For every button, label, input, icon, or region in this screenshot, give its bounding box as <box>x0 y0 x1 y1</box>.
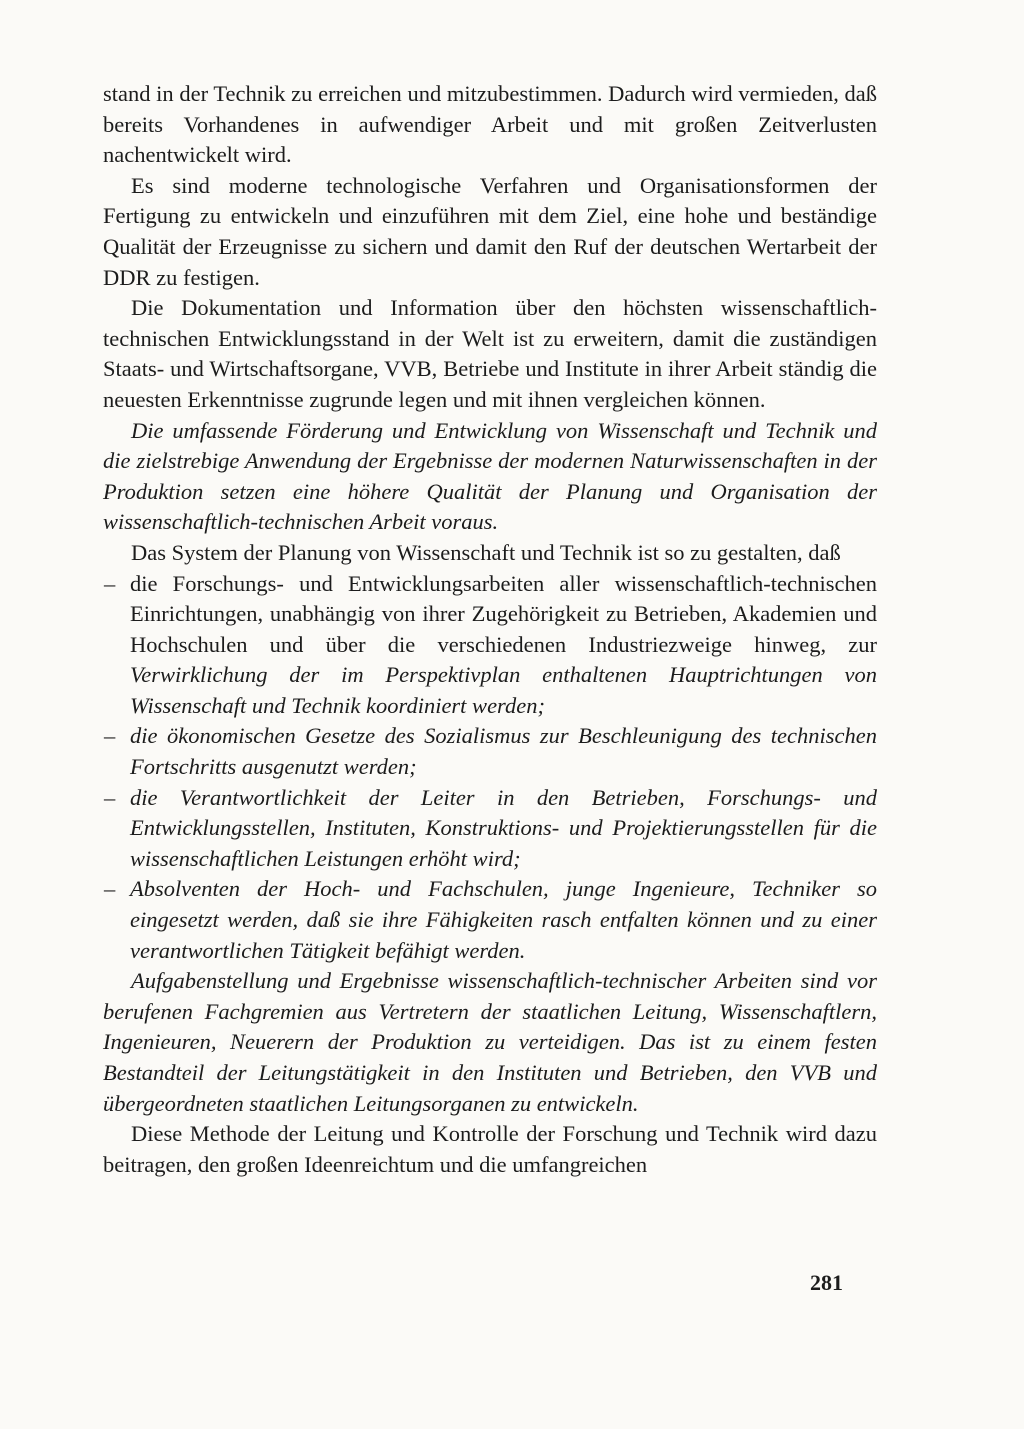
italic-paragraph: Aufgabenstellung und Ergebnisse wissenschaftlich-technischer Arbeiten sind vor berufenen Fachgremien aus Vertretern der staatlichen Leitung, Wissenschaftlern, Ingenieuren, Neuerern der Produktion zu verteidigen. Das ist zu einem festen Bestandteil der Leitungstätigkeit in den Instituten und Betrieben, den VVB und übergeordneten staatlichen Leitungsorganen zu entwickeln. <box>103 968 877 1116</box>
italic-paragraph: Die umfassende Förderung und Entwicklung von Wissenschaft und Technik und die zielstrebige Anwendung der Ergebnisse der modernen Naturwissenschaften in der Produktion setzen eine höhere Qualität der Planung und Organisation der wissenschaftlich-technischen Arbeit voraus. <box>103 417 877 535</box>
list-item <box>103 569 877 722</box>
list-item <box>103 721 877 782</box>
dash-bullet: – <box>104 723 116 749</box>
paragraph: Es sind moderne technologische Verfahren und Organisationsformen der Fertigung zu entwickeln und einzuführen mit dem Ziel, eine hohe und beständige Qualität der Erzeugnisse zu sichern und damit den Ruf der deutschen Wertarbeit der DDR zu festigen. <box>103 172 877 290</box>
list-item-italic-text: Verwirklichung der im Perspektivplan enthaltenen Hauptrichtungen von Wissenschaft und Technik koordiniert werden; <box>130 662 877 718</box>
list-item-italic-text: die ökonomischen Gesetze des Sozialismus zur Beschleunigung des technischen Fortschritts ausgenutzt werden; <box>130 723 877 780</box>
dash-bullet: – <box>104 876 116 902</box>
list-item-italic-text: Absolventen der Hoch- und Fachschulen, junge Ingenieure, Techniker so eingesetzt werden, daß sie ihre Fähigkeiten rasch entfalten können und zu einer verantwortlichen Tätigkeit befähigt werden. <box>130 876 877 963</box>
list-item <box>103 783 877 875</box>
body-text <box>103 79 877 1180</box>
page-number: 281 <box>810 1270 843 1295</box>
dash-bullet: – <box>104 570 116 596</box>
paragraph: stand in der Technik zu erreichen und mitzubestimmen. Dadurch wird vermieden, daß bereits Vorhandenes in aufwendiger Arbeit und mit großen Zeitverlusten nachentwickelt wird. <box>103 81 877 168</box>
dash-list <box>103 569 877 967</box>
list-item-text: die Forschungs- und Entwicklungsarbeiten aller wissenschaftlich-technischen Einrichtungen, unabhängig von ihrer Zugehörigkeit zu Betrieben, Akademien und Hochschulen und über die verschiedenen Industriezweige hinweg, zur <box>130 570 877 657</box>
paragraph: Die Dokumentation und Information über den höchsten wissenschaftlich-technischen Entwicklungsstand in der Welt ist zu erweitern, damit die zuständigen Staats- und Wirtschaftsorgane, VVB, Betriebe und Institute in ihrer Arbeit ständig die neuesten Erkenntnisse zugrunde legen und mit ihnen vergleichen können. <box>103 295 877 412</box>
paragraph: Das System der Planung von Wissenschaft und Technik ist so zu gestalten, daß <box>131 539 841 565</box>
paragraph: Diese Methode der Leitung und Kontrolle der Forschung und Technik wird dazu beitragen, den großen Ideenreichtum und die umfangreichen <box>103 1121 877 1177</box>
list-item <box>103 874 877 966</box>
dash-bullet: – <box>104 784 116 810</box>
list-item-italic-text: die Verantwortlichkeit der Leiter in den Betrieben, Forschungs- und Entwicklungsstellen, Instituten, Konstruktions- und Projektierungsstellen für die wissenschaftlichen Leistungen erhöht wird; <box>130 784 877 871</box>
